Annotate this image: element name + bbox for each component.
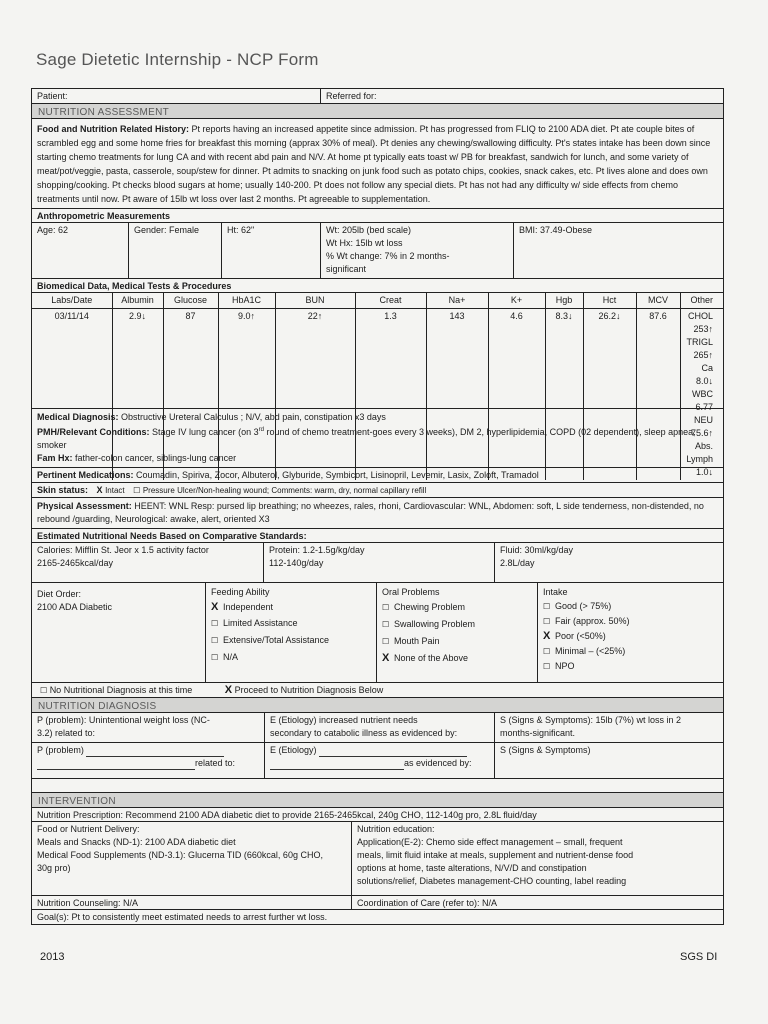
physical-assessment-label: Physical Assessment: [37,501,132,511]
lab-header: HbA1C [218,293,275,309]
medical-history [32,409,723,467]
signs-1 [495,713,723,742]
problem-text: 3.2) related to: [37,728,96,738]
education-line: Nutrition education: [357,824,435,834]
feeding-option-label: Extensive/Total Assistance [223,635,330,645]
lab-value: 143 [426,309,488,481]
oral-option [382,616,532,633]
oral-checkbox: ☐ [382,620,390,629]
medical-diagnosis [37,411,718,424]
feeding-option [211,632,371,649]
fluid-needs [495,543,723,582]
lab-value: 8.3↓ [545,309,583,481]
proceed-checkmark: X [224,684,233,696]
form-title: Sage Dietetic Internship - NCP Form [36,50,319,69]
gender-value: Gender: Female [129,223,222,278]
section-nutrition-diagnosis: NUTRITION DIAGNOSIS [32,698,723,713]
skin-intact-checkmark: X [96,485,103,495]
nutrition-education [352,822,723,895]
weight-line: % Wt change: 7% in 2 months- [326,251,450,261]
education-line: options at home, taste alterations, N/V/D and constipation [357,863,587,873]
feeding-option-label: N/A [223,652,239,662]
lab-header: Hct [583,293,636,309]
goals: Goal(s): Pt to consistently meet estimated needs to arrest further wt loss. [37,912,328,922]
lab-header: Other [680,293,723,309]
feeding-checkbox: ☐ [211,636,219,645]
etiology-blank[interactable] [319,746,467,757]
age-value: Age: 62 [32,223,129,278]
education-line: Application(E-2): Chemo side effect management – small, frequent [357,837,623,847]
calorie-needs [32,543,264,582]
skin-status [32,483,723,497]
delivery-line: 30g pro) [37,863,71,873]
etiology-text: E (Etiology) increased nutrient needs [270,715,418,725]
signs-2: S (Signs & Symptoms) [500,745,591,755]
intake-option-label: Good (> 75%) [555,601,612,611]
lab-header: BUN [275,293,355,309]
oral-option [382,599,532,616]
feeding-option [211,615,371,632]
patient-field: Patient: [32,89,321,103]
oral-checkbox: ☐ [382,603,390,612]
physical-assessment [32,498,723,528]
medical-diagnosis-label: Medical Diagnosis: [37,412,119,422]
intake-checkbox: ☐ [543,647,551,656]
lab-header: Albumin [112,293,163,309]
weight-line: significant [326,264,367,274]
pmh-superscript: rd [258,427,264,433]
weight-block [321,223,514,278]
protein-range: 112-140g/day [269,558,324,568]
nutrition-prescription: Nutrition Prescription: Recommend 2100 ADA diabetic diet to provide 2165-2465kcal, 240g CHO, 112-140g pro, 2.8L fluid/day [37,810,537,820]
lab-value: 87.6 [636,309,680,481]
oral-option-label: Chewing Problem [394,602,466,612]
lab-header: K+ [488,293,545,309]
evidenced-by-blank[interactable] [270,759,404,770]
lab-value: 87 [163,309,218,481]
oral-option-label: Swallowing Problem [394,619,476,629]
delivery-line: Medical Food Supplements (ND-3.1): Glucerna TID (660kcal, 60g CHO, [37,850,323,860]
needs-heading: Estimated Nutritional Needs Based on Comparative Standards: [37,531,307,541]
physical-assessment-text: HEENT: WNL Resp: pursed lip breathing; no wheezes, rales, rhoni, Cardiovascular: WNL, Abdomen: soft, L side tenderness, non-distended, no rebound /guarding, Neurological: awake, alert, oriented X3 [37,501,704,524]
problem-blank[interactable] [86,746,224,757]
lab-value: 9.0↑ [218,309,275,481]
lab-value: 1.3 [355,309,426,481]
pmh-label: PMH/Relevant Conditions: [37,427,150,437]
other-lab: 1.0↓ [695,467,713,477]
intake-option-label: Fair (approx. 50%) [555,616,630,626]
diet-order-value: 2100 ADA Diabetic [37,602,113,612]
feeding-option-label: Limited Assistance [223,618,298,628]
intake-option [543,599,718,614]
intake-option [543,644,718,659]
fluid-range: 2.8L/day [500,558,535,568]
feeding-option-label: Independent [223,602,274,612]
bmi-value: BMI: 37.49-Obese [519,225,593,235]
delivery-line: Meals and Snacks (ND-1): 2100 ADA diabetic diet [37,837,236,847]
signs-text: S (Signs & Symptoms): 15lb (7%) wt loss in 2 [500,715,682,725]
no-diagnosis-label: No Nutritional Diagnosis at this time [49,685,193,695]
referred-for-field: Referred for: [326,91,377,101]
diet-order [32,583,206,682]
related-to-blank[interactable] [37,759,195,770]
oral-checkbox: X [382,652,390,664]
related-to-label: related to: [195,758,236,768]
pmh-text-rest: round of chemo treatment-goes every 3 weeks), DM 2, hyperlipidemia, COPD (02 dependent), sleep apnea, smoker [37,427,696,450]
problem-2 [32,743,265,778]
skin-intact-label: Intact [105,486,125,495]
medications-label: Pertinent Medications: [37,470,134,480]
intake-checkbox: ☐ [543,602,551,611]
intake-option [543,614,718,629]
evidenced-by-label: as evidenced by: [404,758,472,768]
proceed-label: Proceed to Nutrition Diagnosis Below [234,685,384,695]
lab-header: Na+ [426,293,488,309]
other-lab: Ca 8.0↓ [695,363,713,386]
intake-option-label: NPO [555,661,575,671]
feeding-ability [206,583,377,682]
fluid-method: Fluid: 30ml/kg/day [500,545,574,555]
intake [538,583,723,682]
other-lab: WBC 6.77 [692,389,713,412]
problem-1 [32,713,265,742]
lab-header: MCV [636,293,680,309]
medications [32,468,723,482]
family-history-label: Fam Hx: [37,453,73,463]
medical-diagnosis-text: Obstructive Ureteral Calculus ; N/V, abd pain, constipation x3 days [121,412,386,422]
pmh-text: Stage IV lung cancer (on 3 [152,427,259,437]
feeding-checkbox: X [211,601,219,613]
lab-value: 2.9↓ [112,309,163,481]
diet-order-label: Diet Order: [37,589,82,599]
lab-value: 26.2↓ [583,309,636,481]
intake-label: Intake [543,587,568,597]
footer-org: SGS DI [680,951,718,963]
etiology-text: secondary to catabolic illness as evidenced by: [270,728,458,738]
feeding-checkbox: ☐ [211,653,219,662]
height-value: Ht: 62" [222,223,321,278]
feeding-checkbox: ☐ [211,619,219,628]
intake-checkbox: X [543,630,551,642]
lab-header: Glucose [163,293,218,309]
oral-option-label: None of the Above [394,653,469,663]
lab-header: Creat [355,293,426,309]
signs-text: months-significant. [500,728,576,738]
lab-header: Hgb [545,293,583,309]
biomedical-heading: Biomedical Data, Medical Tests & Procedures [37,281,232,291]
skin-status-label: Skin status: [37,485,89,495]
oral-option [382,650,532,666]
education-line: meals, limit fluid intake at meals, supplement and nutrient-dense food [357,850,634,860]
problem-label: P (problem) [37,745,84,755]
etiology-1 [265,713,495,742]
calorie-range: 2165-2465kcal/day [37,558,114,568]
protein-method: Protein: 1.2-1.5g/kg/day [269,545,365,555]
intake-option [543,659,718,674]
feeding-option [211,599,371,615]
lab-value: 22↑ [275,309,355,481]
section-intervention: INTERVENTION [32,793,723,808]
intake-checkbox: ☐ [543,617,551,626]
food-delivery [32,822,352,895]
intake-option-label: Minimal – (<25%) [555,646,626,656]
coordination-of-care: Coordination of Care (refer to): N/A [357,898,498,908]
medications-text: Coumadin, Spiriva, Zocor, Albuterol, Glyburide, Symbicort, Lisinopril, Levemir, Lasix, Zoloft, Tramadol [136,470,539,480]
other-lab: NEU 75.6↑ [690,415,713,438]
diagnosis-choice [32,683,723,697]
ncp-form [31,88,724,925]
problem-text: P (problem): Unintentional weight loss (NC- [37,715,210,725]
spacer-row [32,779,723,792]
oral-checkbox: ☐ [382,637,390,646]
weight-line: Wt Hx: 15lb wt loss [326,238,403,248]
weight-line: Wt: 205lb (bed scale) [326,225,412,235]
feeding-ability-label: Feeding Ability [211,587,270,597]
pmh [37,424,718,452]
oral-problems-label: Oral Problems [382,587,440,597]
food-history-label: Food and Nutrition Related History: [37,124,189,134]
pressure-ulcer-checkbox: ☐ [133,486,141,495]
other-lab: CHOL 253↑ [687,311,713,334]
education-line: solutions/relief, Diabetes management-CHO counting, label reading [357,876,627,886]
family-history-text: father-colon cancer, siblings-lung cancer [75,453,237,463]
etiology-label: E (Etiology) [270,745,317,755]
family-history [37,452,718,465]
food-history-text: Pt reports having an increased appetite since admission. Pt has progressed from FLIQ to 2100 ADA diet. Pt ate couple bites of scrambled egg and some home fries for breakfast this morning (apprax 30% of meal). Pt denies any chewing/swallowing difficulty. Pt's states intake has been down since starting chemo treatments for lung CA and with recent abd pain and N/V. At home pt typically eats toast w/ PB for breakfast, sandwich for lunch, and some variety of meat/pot/veggie, pasta, casserole, soup/stew for dinner. Pt admits to snacking on junk food such as potato chips, cookies, snack cakes, etc. Pt lives alone and does own shopping/cooking. Pt checks blood sugars at home; usually 140-200. Pt does not follow any special diets. Pt has not had any difficulty w/ side effects from chemo treatments until now. Pt aware of 15lb wt loss over last 2 months. Pt agreeable to supplementation. [37,124,711,204]
intake-option [543,629,718,644]
lab-header: Labs/Date [32,293,112,309]
etiology-2 [265,743,495,778]
feeding-option [211,649,371,666]
delivery-line: Food or Nutrient Delivery: [37,824,140,834]
lab-value: 03/11/14 [32,309,112,481]
other-lab: Abs. Lymph [686,441,713,464]
skin-comments: Pressure Ulcer/Non-healing wound; Comments: warm, dry, normal capillary refill [142,486,427,495]
no-diagnosis-checkbox: ☐ [40,686,48,695]
oral-option-label: Mouth Pain [394,636,440,646]
other-lab: TRIGL 265↑ [686,337,713,360]
intake-option-label: Poor (<50%) [555,631,606,641]
footer-year: 2013 [40,951,65,963]
section-nutrition-assessment: NUTRITION ASSESSMENT [32,104,723,119]
intake-checkbox: ☐ [543,662,551,671]
nutrition-counseling: Nutrition Counseling: N/A [32,896,352,909]
oral-option [382,633,532,650]
anthropometric-heading: Anthropometric Measurements [37,211,171,221]
oral-problems [377,583,538,682]
protein-needs [264,543,495,582]
lab-value: 4.6 [488,309,545,481]
calorie-method: Calories: Mifflin St. Jeor x 1.5 activity factor [37,545,209,555]
food-history [32,119,723,208]
